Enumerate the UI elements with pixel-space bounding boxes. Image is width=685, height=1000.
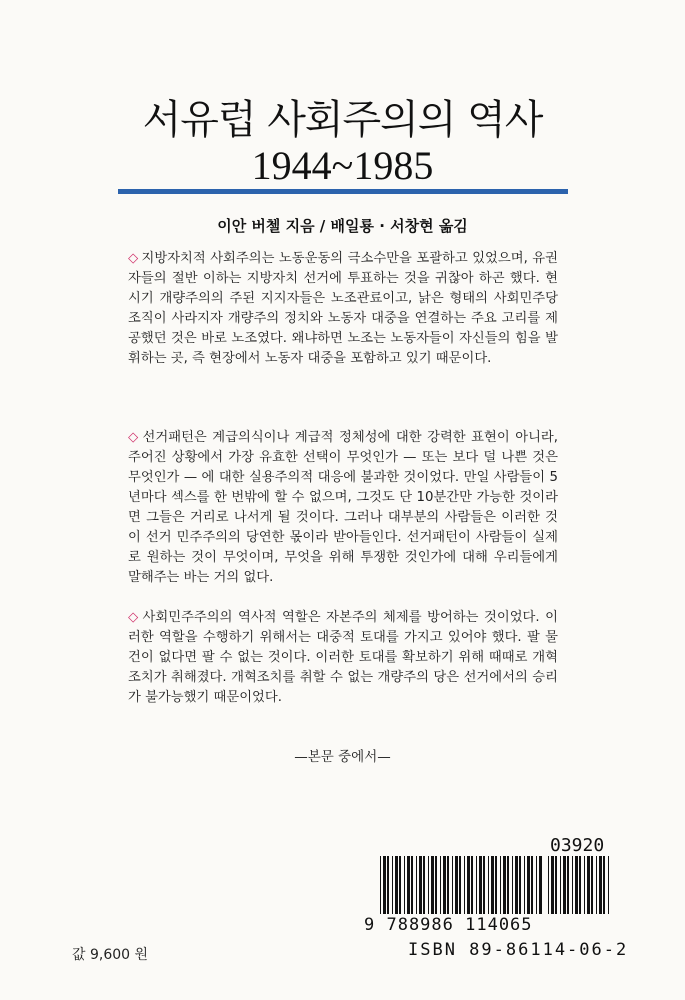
barcode-bar bbox=[395, 856, 398, 914]
barcode-bar bbox=[579, 856, 581, 914]
barcode-bar bbox=[503, 856, 506, 914]
barcode-bar bbox=[572, 856, 573, 914]
barcode-bar bbox=[459, 856, 461, 914]
barcode-bar bbox=[435, 856, 437, 914]
paragraph-text: 지방자치적 사회주의는 노동운동의 극소수만을 포괄하고 있었으며, 유권자들의 절반 이하는 지방자치 선거에 투표하는 것을 귀찮아 하곤 했다. 현시기 개량주의의 주된 지지자들은 노조관료이고, 낡은 형태의 사회민주당 조직이 사라지자 개량주의 정치와 노동자 대중을 연결하는 주요 고리를 제공했던 것은 바로 노조였다. 왜냐하면 노조는 노동자들이 자신들의 힘을 발휘하는 곳, 즉 현장에서 노동자 대중을 포함하고 있기 때문이다. bbox=[128, 251, 558, 366]
barcode-bar bbox=[467, 856, 470, 914]
barcode-bar bbox=[447, 856, 449, 914]
barcode-bar bbox=[483, 856, 485, 914]
barcode-addon-number: 03920 bbox=[550, 835, 605, 856]
barcode-bar bbox=[567, 856, 569, 914]
barcode-bar bbox=[491, 856, 494, 914]
barcode-bar bbox=[419, 856, 422, 914]
barcode-bar bbox=[596, 856, 597, 914]
barcode-bar bbox=[440, 856, 441, 914]
barcode-bar bbox=[519, 856, 521, 914]
isbn-number: ISBN 89-86114-06-2 bbox=[408, 940, 629, 960]
barcode-bar bbox=[560, 856, 561, 914]
barcode-bar bbox=[599, 856, 602, 914]
barcode-addon-bars bbox=[548, 856, 612, 914]
barcode-bar bbox=[539, 856, 542, 914]
excerpt-paragraph-1 bbox=[128, 249, 558, 369]
excerpt-paragraph-2 bbox=[128, 428, 558, 588]
barcode-bar bbox=[591, 856, 593, 914]
barcode-bar bbox=[488, 856, 489, 914]
barcode-bar bbox=[383, 856, 386, 914]
barcode-bar bbox=[548, 856, 549, 914]
barcode-bar bbox=[555, 856, 557, 914]
paragraph-text: 선거패턴은 계급의식이나 계급적 정체성에 대한 강력한 표현이 아니라, 주어진 상황에서 가장 유효한 선택이 무엇인가 — 또는 보다 덜 나쁜 것은 무엇인가 — 에 대한 실용주의적 대응에 불과한 것이었다. 만일 사람들이 5년마다 섹스를 한 번밖에 할 수 없으며, 그것도 단 10분간만 가능한 것이라면 그들은 거리로 나서게 될 것이다. 그러나 대부분의 사람들은 이러한 것이 선거 민주주의의 당연한 몫이라 받아들인다. 선거패턴이 사람들이 실제로 원하는 것이 무엇이며, 무엇을 위해 투쟁한 것인가에 대해 우리들에게 말해주는 바는 거의 없다. bbox=[128, 430, 559, 585]
barcode-bar bbox=[495, 856, 497, 914]
price-label: 값 9,600 원 bbox=[72, 947, 149, 963]
diamond-bullet-icon: ◇ bbox=[128, 251, 139, 266]
barcode-bar bbox=[392, 856, 393, 914]
barcode-bar bbox=[584, 856, 585, 914]
barcode-bar bbox=[512, 856, 513, 914]
barcode-bar bbox=[464, 856, 465, 914]
barcode-bar bbox=[399, 856, 401, 914]
barcode-bar bbox=[608, 856, 609, 914]
barcode-main-bars bbox=[380, 856, 542, 914]
barcode-bar bbox=[603, 856, 605, 914]
barcode-bar bbox=[416, 856, 417, 914]
barcode-bar bbox=[575, 856, 578, 914]
barcode-bar bbox=[527, 856, 530, 914]
barcode-bar bbox=[563, 856, 566, 914]
paragraph-text: 사회민주주의의 역사적 역할은 자본주의 체제를 방어하는 것이었다. 이러한 역할을 수행하기 위해서는 대중적 토대를 가지고 있어야 했다. 팔 물건이 없다면 팔 수 없는 것이다. 이러한 토대를 확보하기 위해 때때로 개혁조치가 취해졌다. 개혁조치를 취할 수 없는 개량주의 당은 선거에서의 승리가 불가능했기 때문이었다. bbox=[128, 610, 559, 705]
barcode-bar bbox=[387, 856, 389, 914]
diamond-bullet-icon: ◇ bbox=[128, 430, 140, 445]
book-subtitle-years: 1944~1985 bbox=[251, 143, 434, 188]
book-title: 서유럽 사회주의의 역사 bbox=[142, 97, 543, 143]
barcode-bar bbox=[500, 856, 501, 914]
barcode-bar bbox=[431, 856, 434, 914]
excerpt-paragraph-3 bbox=[128, 608, 558, 708]
authors-line: 이안 버첼 지음 / 배일룡 · 서창현 옮김 bbox=[217, 217, 468, 235]
barcode-bar bbox=[587, 856, 590, 914]
barcode-bar bbox=[524, 856, 525, 914]
barcode-bar bbox=[452, 856, 453, 914]
barcode-bar bbox=[531, 856, 533, 914]
barcode-ean-number: 9 788986 114065 bbox=[364, 915, 533, 935]
barcode-bar bbox=[423, 856, 425, 914]
barcode-bar bbox=[551, 856, 554, 914]
blue-divider-rule bbox=[118, 189, 568, 194]
source-note: —본문 중에서— bbox=[294, 749, 391, 765]
barcode-bar bbox=[411, 856, 413, 914]
barcode-bar bbox=[443, 856, 446, 914]
barcode-bar bbox=[428, 856, 429, 914]
barcode-bar bbox=[507, 856, 509, 914]
barcode-bar bbox=[515, 856, 518, 914]
barcode-bar bbox=[455, 856, 458, 914]
barcode-bar bbox=[479, 856, 482, 914]
barcode-bar bbox=[404, 856, 405, 914]
barcode-bar bbox=[407, 856, 410, 914]
barcode-bar bbox=[536, 856, 537, 914]
barcode-bar bbox=[471, 856, 473, 914]
diamond-bullet-icon: ◇ bbox=[128, 610, 140, 625]
barcode-bar bbox=[380, 856, 381, 914]
barcode-bar bbox=[476, 856, 477, 914]
